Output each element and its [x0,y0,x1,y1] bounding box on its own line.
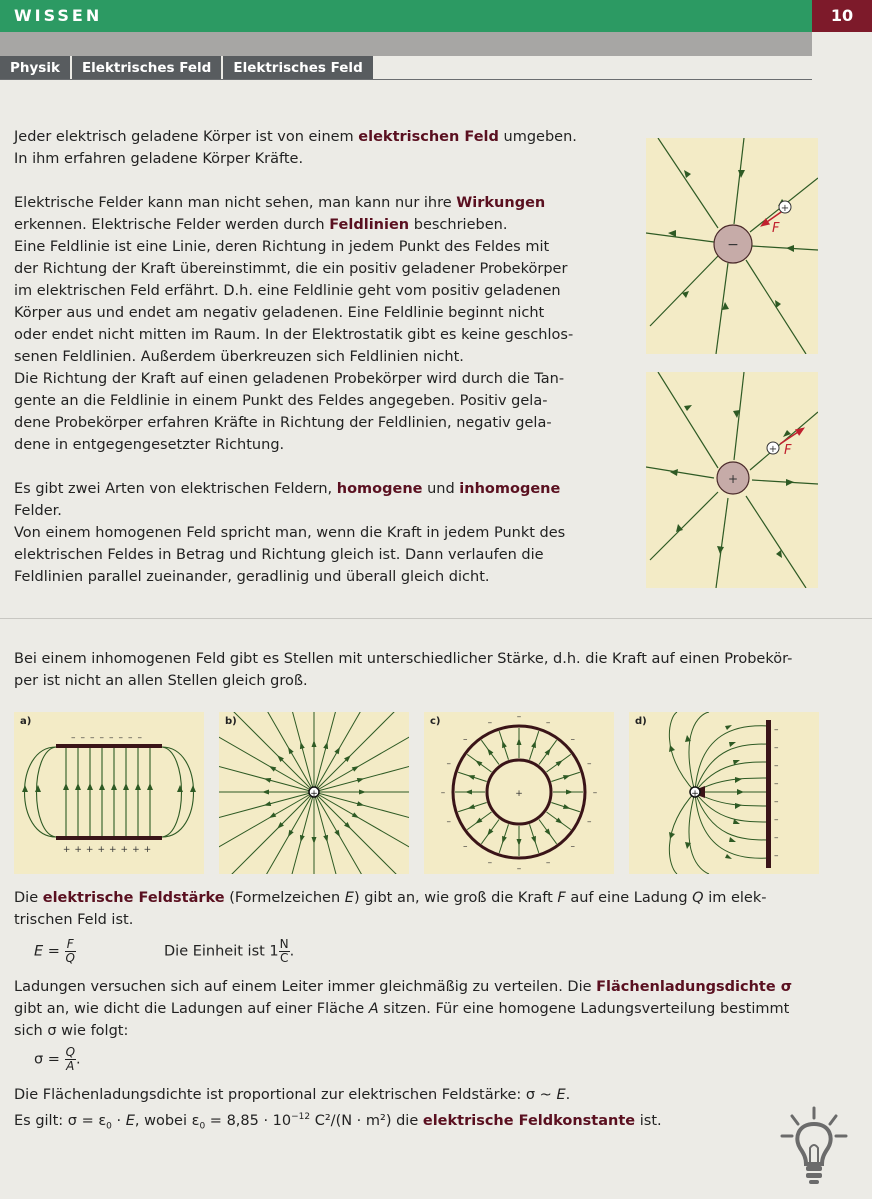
negative-charge-field-figure [646,138,818,354]
svg-text:–: – [774,833,779,843]
probe-charge-sign-2: + [768,444,778,455]
page-fold-line [0,618,872,619]
figure-d-label: d) [635,716,647,727]
figure-c-spherical-capacitor [424,712,614,874]
breadcrumb [0,56,375,80]
svg-text:–: – [487,858,493,869]
svg-text:–: – [516,712,522,722]
svg-text:–: – [774,779,779,789]
svg-text:–: – [774,761,779,771]
breadcrumb-item-elektrisches-feld-2: Elektrisches Feld [223,56,372,80]
term-flaechenladungsdichte: Flächenladungsdichte σ [596,979,793,995]
breadcrumb-item-physik: Physik [0,56,70,80]
header-green-band [0,0,812,32]
svg-text:–: – [586,817,592,828]
term-feldlinien: Feldlinien [329,217,410,233]
inhomogeneous-text: Bei einem inhomogenen Feld gibt es Stellen mit unterschiedlicher Stärke, d.h. die Kraft auf einen Probekör- per ist nicht an allen Stellen gleich groß. [14,651,793,689]
negative-sign: − [727,237,739,253]
term-wirkungen: Wirkungen [456,195,546,211]
svg-text:+: + [691,789,699,799]
term-inhomogene: inhomogene [459,481,561,497]
figure-a-plate-capacitor [14,712,204,874]
header-gray-band [0,32,812,56]
force-label-neg: F [772,221,780,236]
svg-text:–: – [586,758,592,769]
svg-text:–: – [570,734,575,745]
page-number: 10 [812,0,872,32]
svg-text:–: – [570,841,575,852]
svg-text:–: – [440,788,446,798]
svg-text:–: – [592,788,598,798]
probe-charge-sign: + [780,203,790,214]
breadcrumb-underline [0,79,812,80]
svg-text:+: + [310,789,318,799]
svg-text:–: – [774,743,779,753]
figure-d-charge-and-plate [629,712,819,874]
svg-text:–: – [446,758,452,769]
svg-text:–: – [545,858,551,869]
formula-sigma: σ = $\frac{Q}{A}$ . [34,1045,81,1073]
svg-text:–: – [463,734,468,745]
section-title: WISSEN [14,6,103,25]
term-homogene: homogene [336,481,423,497]
svg-text:–: – [774,725,779,735]
svg-text:–: – [516,864,522,874]
positive-charge-field-figure [646,372,818,588]
svg-text:+: + [515,789,523,799]
svg-text:–: – [463,841,468,852]
feldkonstante-text: Die Flächenladungsdichte ist proportional zur elektrischen Feldstärke: σ ~ E. Es gilt: $\sigma = \varepsilon_0 \cdot E$, wobei $\varepsilon_0 = 8,85 \cdot 10^{-12}$ C²/(N · m²) die elektrische Feldkonstante ist. [14,1087,662,1132]
svg-text:–: – [446,817,452,828]
force-label-pos: F [784,443,792,458]
figure-b-point-charge [219,712,409,874]
header-bar [0,0,872,32]
breadcrumb-item-elektrisches-feld: Elektrisches Feld [72,56,221,80]
positive-sign: + [727,472,739,486]
svg-text:–: – [774,851,779,861]
svg-text:++++++++: ++++++++ [62,845,156,855]
svg-text:–: – [487,717,493,728]
intro-text: Jeder elektrisch geladene Körper ist von einem elektrischen Feld umgeben. In ihm erfahren geladene Körper Kräfte. Elektrische Felder kann man nicht sehen, man kann nur ihre Wirkungen erkennen. Elektrische Felder werden durch Feldlinien beschrieben. Eine Feldlinie ist eine Linie, deren Richtung in jedem Punkt des Feldes mit der Richtung der Kraft übereinstimmt, die ein positiv geladener Probekörper im elektrischen Feld erfährt. D.h. eine Feldlinie geht vom positiv geladenen Körper aus und endet am negativ geladenen. Eine Feldlinie beginnt nicht oder endet nicht mitten im Raum. In der Elektrostatik gibt es keine geschlos- senen Feldlinien. Außerdem überkreuzen sich Feldlinien nicht. Die Richtung der Kraft auf einen geladenen Probekörper wird durch die Tan- gente an die Feldlinie in einem Punkt des Feldes angegeben. Positiv gela- dene Probekörper erfahren Kräfte in Richtung der Feldlinien, negativ gela- dene in entgegengesetzter Richtung. Es gibt zwei Arten von elektrischen Feldern, homogene und inhomogene Felder. Von einem homogenen Feld spricht man, wenn die Kraft in jedem Punkt des elektrischen Feldes in Betrag und Richtung gleich ist. Dann verlaufen die Feldlinien parallel zueinander, geradlinig und überall gleich dicht. [14,129,577,585]
ladung-text: Ladungen versuchen sich auf einem Leiter immer gleichmäßig zu verteilen. Die Flächenladungsdichte σ gibt an, wie dicht die Ladungen auf einer Fläche A sitzen. Für eine homogene Ladungsverteilung bestimmt sich σ wie folgt: [14,979,793,1039]
figure-c-label: c) [430,716,441,727]
figure-b-label: b) [225,716,237,727]
feldstaerke-text: Die elektrische Feldstärke (Formelzeichen E) gibt an, wie groß die Kraft F auf eine Ladung Q im elek- trischen Feld ist. [14,890,767,928]
lightbulb-icon [778,1104,850,1188]
term-elektrische-feldkonstante: elektrische Feldkonstante [422,1112,636,1129]
term-elektrisches-feld: elektrischen Feld [358,129,499,145]
term-elektrische-feldstaerke: elektrische Feldstärke [42,890,225,906]
unit-feldstaerke: Die Einheit ist 1 $\frac{N}{C}$ . [164,937,295,965]
svg-text:–: – [545,717,551,728]
figure-a-label: a) [20,716,32,727]
svg-text:–: – [774,815,779,825]
formula-feldstaerke: E = $\frac{F}{Q}$ [34,937,75,965]
svg-text:–: – [774,797,779,807]
svg-text:––––––––: –––––––– [71,733,147,743]
